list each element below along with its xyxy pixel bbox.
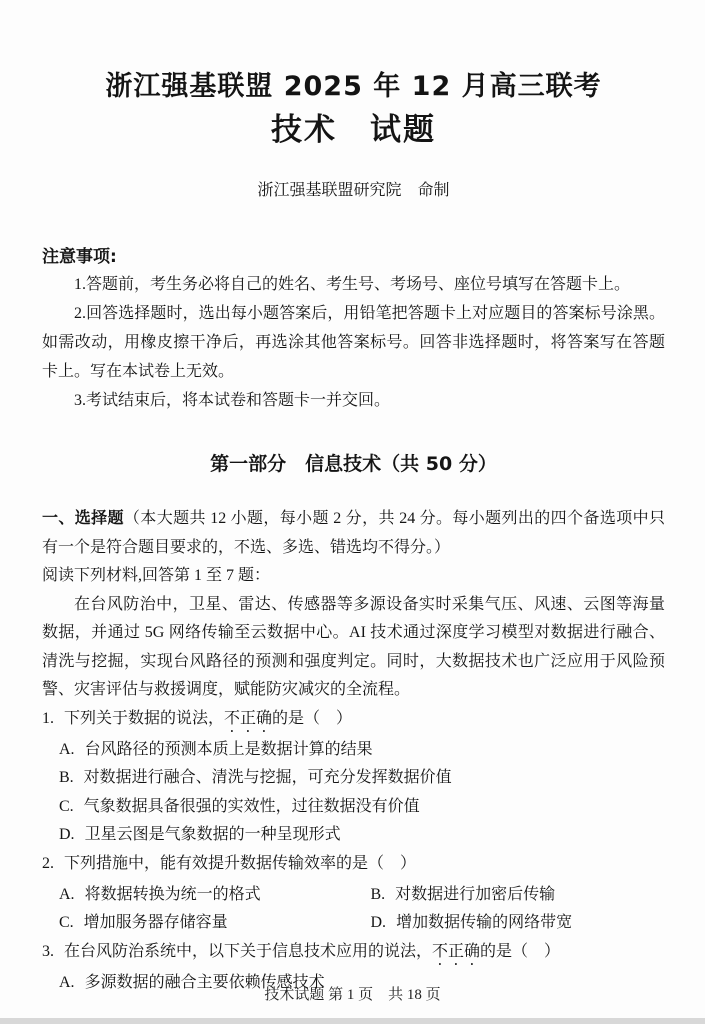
notice-item-2: 2.回答选择题时，选出每小题答案后，用铅笔把答题卡上对应题目的答案标号涂黑。如需改动，用橡皮擦干净后，再选涂其他答案标号。回答非选择题时，将答案写在答题卡上。写在本试卷上无效。 (42, 305, 665, 380)
option-text: 将数据转换为统一的格式 (84, 885, 261, 903)
question-number: 2. (42, 854, 54, 872)
option-label: A. (59, 885, 75, 903)
question-1-option-a (42, 736, 665, 765)
page-bottom-edge (0, 1018, 705, 1024)
option-text: 气象数据具备很强的实效性，过往数据没有价值 (83, 797, 420, 815)
stem-emphasis: 不正确 (224, 709, 273, 727)
page-footer: 技术试题 第 1 页 共 18 页 (264, 987, 441, 1003)
page-title: 浙江强基联盟 2025 年 12 月高三联考 (105, 71, 602, 102)
option-text: 增加服务器存储容量 (83, 914, 228, 931)
stem-text: 的是（ ） (480, 942, 561, 960)
question-2-option-b (354, 881, 666, 910)
question-2-stem (42, 850, 665, 881)
option-label: A. (59, 740, 75, 758)
option-label: D. (370, 914, 387, 931)
option-label: B. (59, 769, 74, 786)
notice-item-3: 3.考试结束后，将本试卷和答题卡一并交回。 (74, 392, 391, 409)
notice-heading: 注意事项: (42, 247, 117, 267)
page-subtitle: 技术 试题 (271, 112, 436, 148)
reading-note: 阅读下列材料,回答第 1 至 7 题： (42, 567, 271, 584)
instruction-rest: （本大题共 12 小题，每小题 2 分，共 24 分。每小题列出的四个备选项中只有一个是符合题目要求的，不选、多选、错选均不得分。） (42, 510, 665, 556)
instruction-lead: 一、选择题 (42, 508, 124, 527)
question-2-options (42, 881, 665, 938)
stem-text: 在台风防治系统中，以下关于信息技术应用的说法， (64, 942, 433, 960)
byline: 浙江强基联盟研究院 命制 (257, 182, 450, 199)
question-1-stem (42, 705, 665, 736)
option-label: B. (370, 885, 386, 903)
question-number: 3. (42, 942, 54, 960)
stem-text: 的是（ ） (272, 709, 353, 727)
question-1 (42, 705, 665, 850)
question-1-option-b (42, 764, 665, 793)
option-text: 多源数据的融合主要依赖传感技术 (84, 973, 325, 991)
section-heading: 第一部分 信息技术（共 50 分） (210, 453, 497, 475)
notice-item-1: 1.答题前，考生务必将自己的姓名、考生号、考场号、座位号填写在答题卡上。 (74, 276, 631, 293)
question-1-option-d (42, 821, 665, 850)
question-2-option-d (354, 909, 666, 938)
question-1-option-c (42, 793, 665, 822)
material-paragraph: 在台风防治中，卫星、雷达、传感器等多源设备实时采集气压、风速、云图等海量数据，并通过 5G 网络传输至云数据中心。AI 技术通过深度学习模型对数据进行融合、清洗与挖掘，实现台风路径的预测和强度判定。同时，大数据技术也广泛应用于风险预警、灾害评估与救援调度，赋能防灾减灾的全流程。 (42, 595, 665, 698)
question-2-option-a (42, 881, 354, 910)
stem-emphasis: 不正确 (432, 942, 481, 960)
stem-text: 下列措施中，能有效提升数据传输效率的是（ ） (64, 854, 417, 872)
option-label: D. (59, 826, 75, 843)
option-text: 对数据进行融合、清洗与挖掘，可充分发挥数据价值 (83, 769, 452, 786)
stem-text: 下列关于数据的说法， (64, 709, 225, 727)
option-text: 增加数据传输的网络带宽 (396, 914, 573, 931)
option-text: 卫星云图是气象数据的一种呈现形式 (84, 826, 341, 843)
option-text: 台风路径的预测本质上是数据计算的结果 (84, 740, 373, 758)
section-instruction (42, 504, 665, 562)
question-2 (42, 850, 665, 938)
option-label: C. (59, 797, 74, 815)
question-3-stem (42, 938, 665, 969)
option-text: 对数据进行加密后传输 (395, 885, 556, 903)
question-number: 1. (42, 709, 54, 727)
question-2-option-c (42, 909, 354, 938)
option-label: C. (59, 914, 74, 931)
option-label: A. (59, 973, 75, 991)
